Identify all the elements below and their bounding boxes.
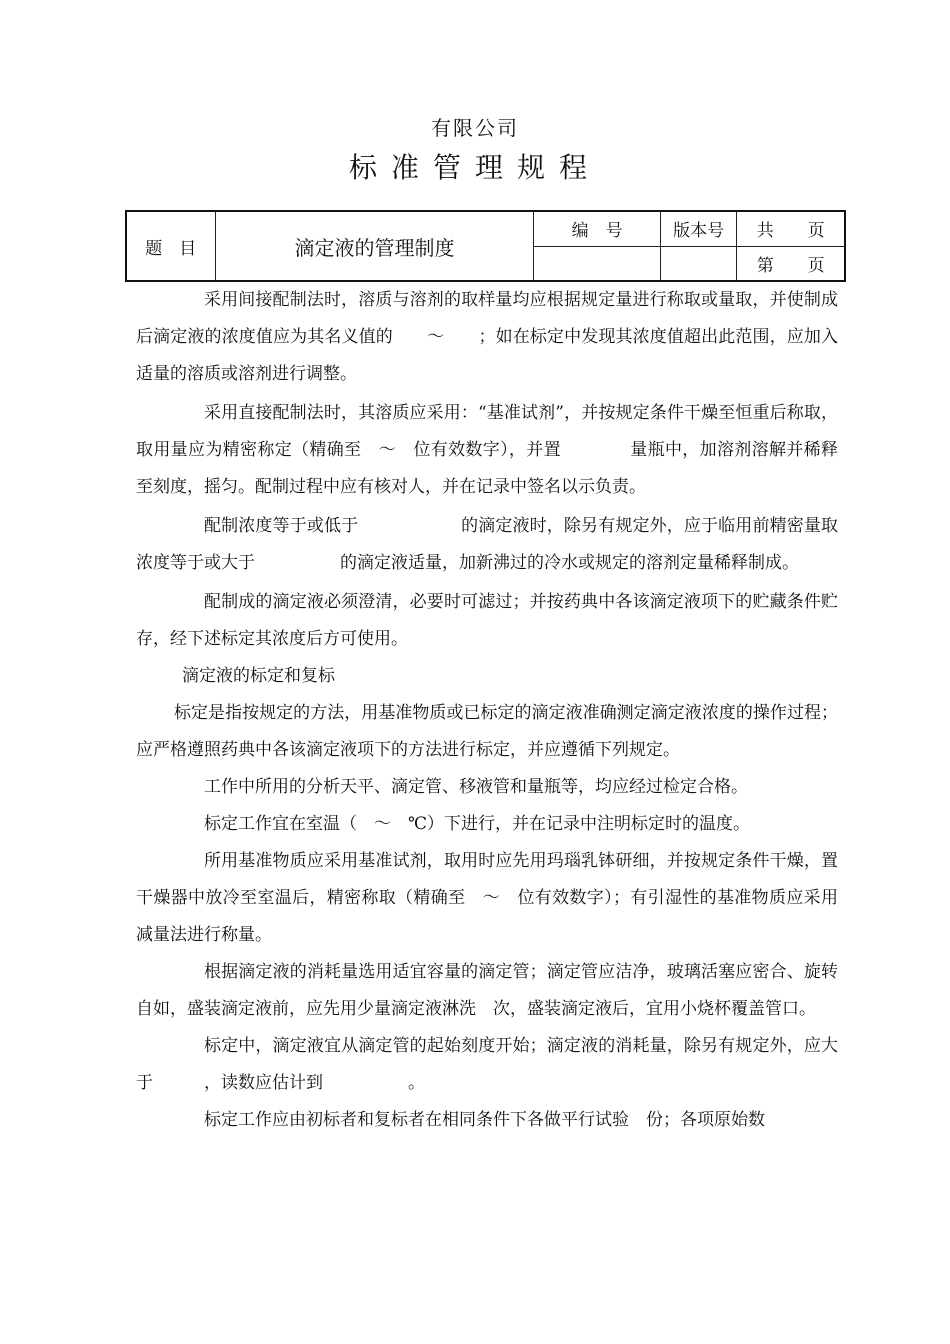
paragraph-temperature: 标定工作宜在室温（ ～ ℃）下进行，并在记录中注明标定时的温度。 [204,814,751,834]
paragraph-parallel-test: 标定工作应由初标者和复标者在相同条件下各做平行试验 份；各项原始数 [204,1110,765,1130]
subject-value: 滴定液的管理制度 [215,211,534,281]
number-value [534,246,660,281]
paragraph-low-concentration: 配制浓度等于或低于 的滴定液时，除另有规定外，应于临用前精密量取浓度等于或大于 的滴定液适量，加新沸过的冷水或规定的溶剂定量稀释制成。 [136,516,838,573]
paragraph-equipment: 工作中所用的分析天平、滴定管、移液管和量瓶等，均应经过检定合格。 [204,777,748,797]
paragraph-calibration-definition: 标定是指按规定的方法，用基准物质或已标定的滴定液准确测定滴定液浓度的操作过程；应严格遵照药典中各该滴定液项下的方法进行标定，并应遵循下列规定。 [136,703,838,760]
number-label: 编 号 [534,211,660,246]
page-label: 第 页 [737,246,845,281]
document-info-table [125,210,846,282]
paragraph-storage: 配制成的滴定液必须澄清，必要时可滤过；并按药典中各该滴定液项下的贮藏条件贮存，经下述标定其浓度后方可使用。 [136,592,838,649]
total-pages-label: 共 页 [737,211,845,246]
version-value [660,246,737,281]
paragraph-burette: 根据滴定液的消耗量选用适宜容量的滴定管；滴定管应洁净，玻璃活塞应密合、旋转自如，盛装滴定液前，应先用少量滴定液淋洗 次，盛装滴定液后，宜用小烧杯覆盖管口。 [136,962,838,1019]
version-label: 版本号 [660,211,737,246]
paragraph-direct-preparation: 采用直接配制法时，其溶质应采用：“基准试剂”，并按规定条件干燥至恒重后称取，取用量应为精密称定（精确至 ～ 位有效数字），并置 量瓶中，加溶剂溶解并稀释至刻度，摇匀。配制过程中应有核对人，并在记录中签名以示负责。 [136,403,838,497]
document-title: 标准管理规程 [348,151,601,184]
subject-label: 题 目 [126,211,215,281]
paragraph-consumption: 标定中，滴定液宜从滴定管的起始刻度开始；滴定液的消耗量，除另有规定外，应大于 ，读数应估计到 。 [136,1036,838,1093]
paragraph-indirect-preparation: 采用间接配制法时，溶质与溶剂的取样量均应根据规定量进行称取或量取，并使制成后滴定液的浓度值应为其名义值的 ～ ；如在标定中发现其浓度值超出此范围，应加入适量的溶质或溶剂进行调整。 [136,290,838,384]
section-heading-calibration: 滴定液的标定和复标 [182,666,335,686]
document-body [136,282,838,1139]
paragraph-reference-substance: 所用基准物质应采用基准试剂，取用时应先用玛瑙乳钵研细，并按规定条件干燥，置干燥器中放冷至室温后，精密称取（精确至 ～ 位有效数字）；有引湿性的基准物质应采用减量法进行称量。 [136,851,838,945]
company-name: 有限公司 [431,116,519,140]
